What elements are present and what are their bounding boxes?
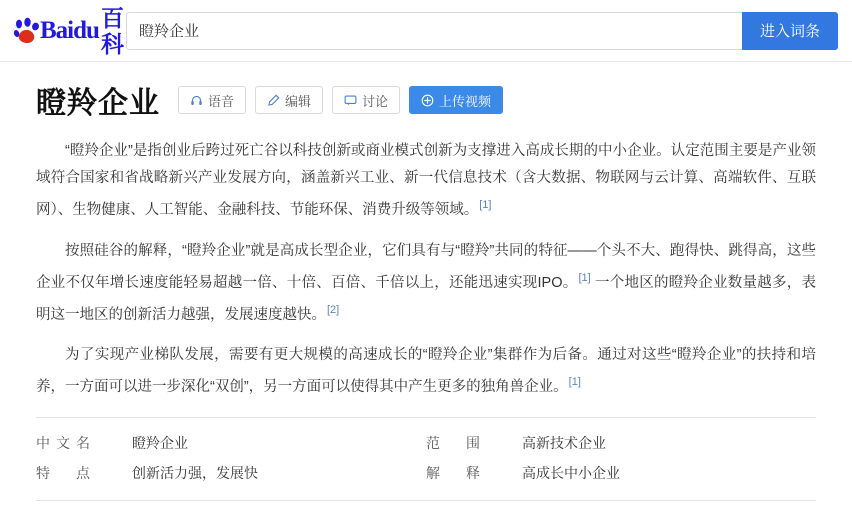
reference-link[interactable]: [2] [327, 303, 340, 316]
table-cell [36, 463, 426, 483]
table-row [36, 428, 816, 458]
paragraph-2 [36, 238, 816, 329]
paragraph-1-text: “瞪羚企业”是指创业后跨过死亡谷以科技创新或商业模式创新为支撑进入高成长期的中小企业。认定范围主要是产业领域符合国家和省战略新兴产业发展方向，涵盖新兴工业、新一代信息技术（含大数据、物联网与云计算、高端软件、互联网）、生物健康、人工智能、金融科技、节能环保、消费升级等领域。 [36, 143, 816, 218]
plus-circle-icon [421, 94, 434, 107]
reference-link[interactable]: [1] [568, 376, 581, 389]
table-cell [426, 433, 816, 453]
lemma-action-buttons [178, 86, 503, 114]
section-divider [36, 500, 816, 519]
basic-info-table [36, 417, 816, 519]
search-input[interactable] [126, 12, 742, 50]
info-key: 中文名 [36, 435, 96, 452]
paragraph-2-text-continued: 一个地区的瞪羚企业数量越多，表明这一地区的创新活力越强，发展速度越快。 [36, 274, 816, 323]
table-row [36, 458, 816, 488]
info-value: 高新技术企业 [522, 435, 606, 452]
paragraph-3 [36, 342, 816, 401]
paragraph-1 [36, 138, 816, 224]
voice-button-label: 语音 [208, 93, 235, 109]
upload-video-button-label: 上传视频 [439, 93, 492, 109]
reference-link[interactable]: [1] [479, 199, 492, 211]
table-cell [426, 463, 816, 483]
pencil-icon [267, 94, 280, 107]
comment-icon [344, 94, 357, 107]
discussion-button-label: 讨论 [362, 93, 389, 109]
info-value: 瞪羚企业 [132, 435, 188, 452]
info-value: 创新活力强，发展快 [132, 465, 258, 482]
search-bar [126, 12, 838, 50]
paragraph-2-text: 按照硅谷的解释，“瞪羚企业”就是高成长型企业，它们具有与“瞪羚”共同的特征——个头不大、跑得快、跳得高，这些企业不仅年增长速度能轻易超越一倍、十倍、百倍、千倍以上，还能迅速实现IPO。 [36, 242, 816, 291]
table-cell [36, 433, 426, 453]
info-key: 解 释 [426, 465, 486, 482]
page-title: 瞪羚企业 [36, 87, 160, 120]
upload-video-button[interactable] [409, 86, 503, 114]
lemma-content [0, 78, 852, 519]
info-key: 特 点 [36, 465, 96, 482]
info-key: 范 围 [426, 435, 486, 452]
logo-text-en: Baidu [40, 16, 99, 44]
reference-link[interactable]: [1] [578, 271, 591, 284]
discussion-button[interactable] [332, 86, 400, 114]
headphone-icon [190, 94, 203, 107]
edit-button-label: 编辑 [285, 93, 312, 109]
baidu-baike-logo[interactable] [14, 4, 124, 57]
site-header [0, 0, 852, 62]
voice-button[interactable] [178, 86, 246, 114]
paragraph-3-text: 为了实现产业梯队发展，需要有更大规模的高速成长的“瞪羚企业”集群作为后备。通过对这些“瞪羚企业”的扶持和培养，一方面可以进一步深化“双创”，另一方面可以使得其中产生更多的独角兽企业。 [36, 347, 816, 396]
logo-text-cn: 百科 [100, 4, 124, 57]
enter-lemma-button[interactable]: 进入词条 [742, 12, 838, 50]
lemma-header [36, 78, 816, 122]
info-value: 高成长中小企业 [522, 465, 620, 482]
paw-icon [14, 16, 40, 46]
edit-button[interactable] [255, 86, 323, 114]
